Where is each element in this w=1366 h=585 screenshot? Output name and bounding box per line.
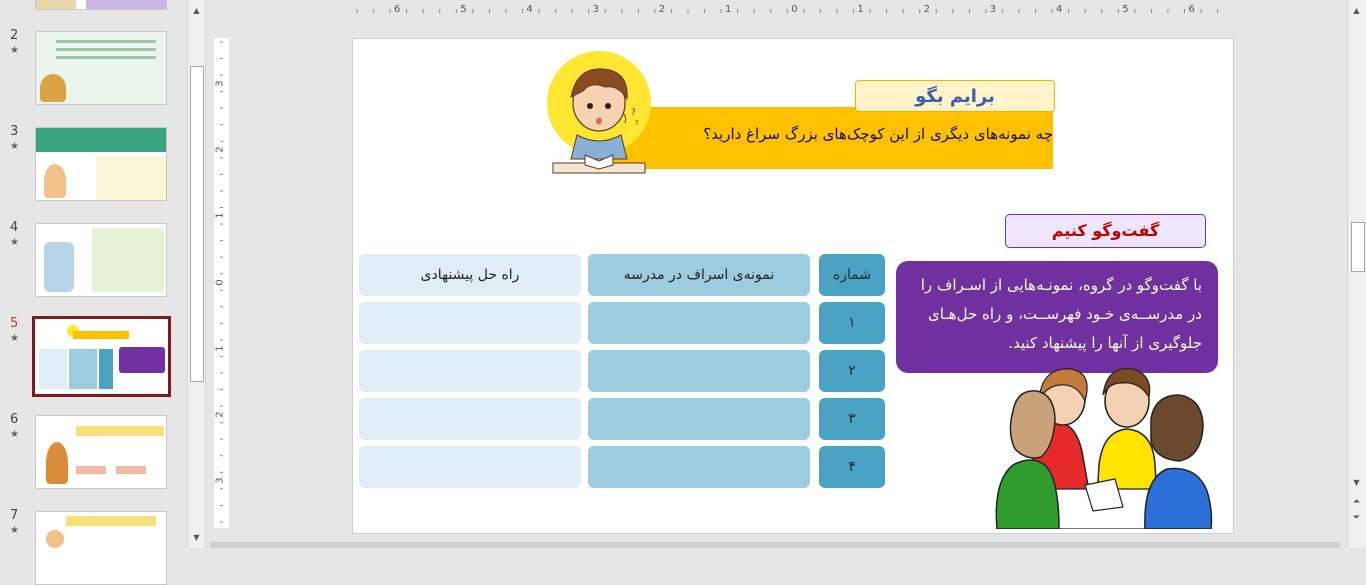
slide-number: 7: [10, 508, 19, 523]
previous-slide-icon[interactable]: ⏶: [1352, 497, 1361, 507]
horizontal-scroll-track[interactable]: [210, 542, 1340, 548]
row-number-4[interactable]: ۴: [819, 446, 885, 488]
scroll-down-arrow-icon[interactable]: ▼: [1353, 478, 1360, 487]
scrollbar-thumb[interactable]: [190, 66, 204, 382]
thumbnail-scrollbar[interactable]: [187, 0, 206, 548]
thinking-child-illustration: [547, 51, 651, 155]
question-text[interactable]: چه نمونه‌های دیگری از این کوچک‌های بزرگ سراغ دارید؟: [703, 125, 1053, 143]
slide-canvas[interactable]: [352, 38, 1234, 534]
slide-thumbnail-2[interactable]: [35, 31, 167, 105]
row-solution-cell[interactable]: [359, 350, 581, 392]
ruler-tick-label: 2: [214, 146, 226, 153]
ruler-tick-label: 4: [526, 4, 533, 15]
say-to-me-title[interactable]: برایم بگو: [855, 80, 1055, 112]
row-number-2[interactable]: ۲: [819, 350, 885, 392]
ruler-tick-label: 1: [214, 212, 226, 220]
scroll-up-arrow-icon[interactable]: ▲: [1353, 6, 1360, 15]
header-number[interactable]: شماره: [819, 254, 885, 296]
ruler-tick-label: 5: [460, 4, 467, 15]
discuss-title[interactable]: گفت‌وگو کنیم: [1005, 214, 1206, 248]
row-example-cell[interactable]: [588, 398, 810, 440]
header-suggested-solution[interactable]: راه حل پیشنهادی: [359, 254, 581, 296]
scroll-down-arrow-icon[interactable]: ▼: [193, 533, 200, 542]
slide-thumbnail-3[interactable]: [35, 127, 167, 201]
ruler-tick-label: 1: [214, 345, 226, 352]
svg-text:?: ?: [635, 119, 639, 127]
animation-star-icon: ★: [10, 141, 19, 152]
slide-thumbnail-6[interactable]: [35, 415, 167, 489]
slide-number: 3: [10, 124, 19, 139]
slide-number: 4: [10, 220, 19, 235]
slide-number: 2: [10, 28, 19, 43]
row-solution-cell[interactable]: [359, 446, 581, 488]
row-solution-cell[interactable]: [359, 398, 581, 440]
ruler-tick-label: 3: [592, 4, 599, 15]
animation-star-icon: ★: [10, 45, 19, 56]
child-reading-icon: [547, 51, 651, 211]
ruler-tick-label: 1: [857, 4, 864, 15]
next-slide-icon[interactable]: ⏷: [1352, 513, 1361, 523]
row-number-1[interactable]: ۱: [819, 302, 885, 344]
slide-thumbnail-5-selected[interactable]: [32, 316, 171, 397]
svg-text:?: ?: [631, 108, 636, 118]
ruler-tick-label: 3: [214, 477, 226, 484]
slide-number: 5: [10, 316, 19, 331]
ruler-tick-label: 6: [394, 4, 401, 15]
ruler-tick-label: 0: [791, 4, 798, 15]
row-example-cell[interactable]: [588, 446, 810, 488]
ruler-tick-label: 2: [923, 4, 930, 15]
vertical-ruler-labels: [214, 38, 229, 528]
animation-star-icon: ★: [10, 525, 19, 536]
animation-star-icon: ★: [10, 237, 19, 248]
scrollbar-thumb[interactable]: [1351, 222, 1365, 272]
slide-thumbnail-1[interactable]: [35, 0, 167, 10]
row-example-cell[interactable]: [588, 350, 810, 392]
animation-star-icon: ★: [10, 333, 19, 344]
ruler-tick-label: 2: [658, 4, 666, 15]
editor-vertical-scrollbar[interactable]: [1347, 0, 1366, 548]
ruler-tick-label: 5: [1122, 4, 1129, 15]
ruler-tick-label: 4: [1056, 4, 1063, 15]
ruler-tick-label: 2: [214, 411, 226, 418]
scroll-up-arrow-icon[interactable]: ▲: [193, 6, 200, 15]
row-solution-cell[interactable]: [359, 302, 581, 344]
slide-thumbnail-pane: [0, 0, 186, 548]
ruler-tick-label: 1: [725, 4, 732, 15]
header-waste-example[interactable]: نمونه‌ی اسراف در مدرسه: [588, 254, 810, 296]
slide-thumbnail-4[interactable]: [35, 223, 167, 297]
animation-star-icon: ★: [10, 429, 19, 440]
row-example-cell[interactable]: [588, 302, 810, 344]
row-number-3[interactable]: ۳: [819, 398, 885, 440]
ruler-tick-label: 6: [1188, 4, 1195, 15]
slide-number: 6: [10, 412, 19, 427]
discussion-instructions[interactable]: با گفت‌وگو در گروه، نمونـه‌هایی از اسـراف را در مدرســه‌ی خـود فهرســت، و راه حل‌هـای جلوگیری از آنها را پیشنهاد کنید.: [896, 261, 1218, 373]
ruler-tick-label: 0: [214, 278, 226, 286]
ruler-tick-label: 3: [989, 4, 997, 15]
ruler-tick-label: 3: [214, 80, 226, 87]
horizontal-ruler-labels: [352, 4, 1234, 20]
slide-thumbnail-7[interactable]: [35, 511, 167, 585]
group-discussion-illustration: [993, 361, 1219, 529]
